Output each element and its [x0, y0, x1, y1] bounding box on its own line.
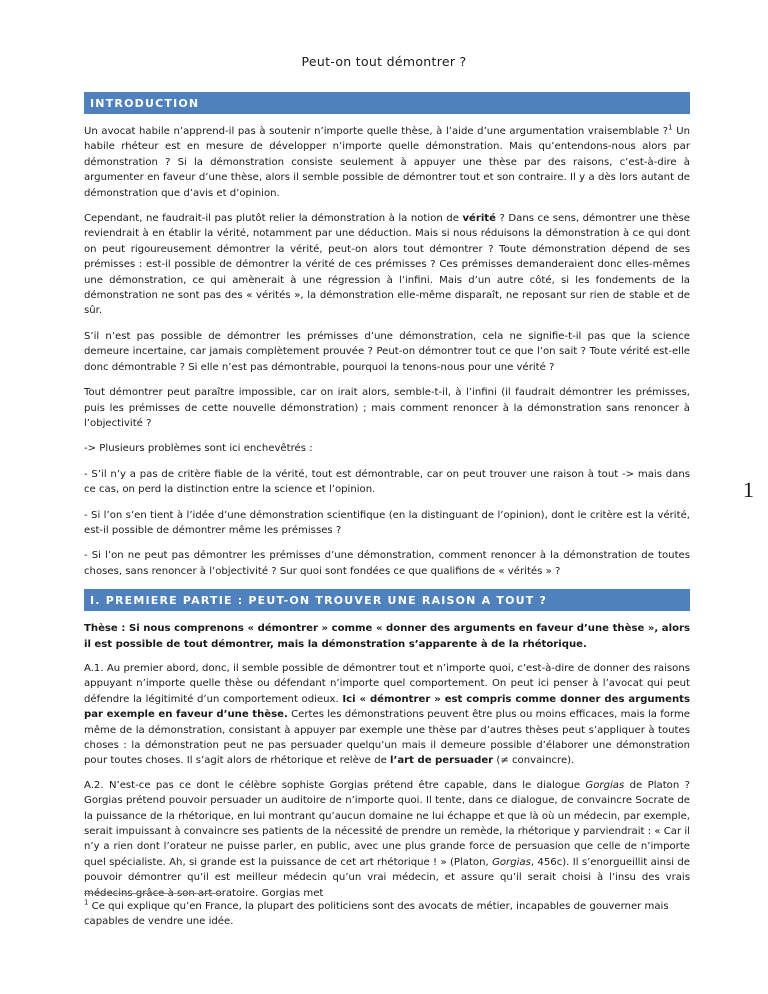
a2-italic-2: Gorgias	[492, 856, 531, 868]
intro-p2-bold: vérité	[462, 213, 496, 225]
intro-paragraph-6: - S’il n’y a pas de critère fiable de la vérité, tout est démontrable, car on peut trouver une raison à tout -> mais dans ce cas, on perd la distinction entre la science et l’opinion.	[84, 468, 690, 496]
part1-paragraph-a1	[84, 661, 690, 769]
footnote-number: 1	[84, 898, 89, 907]
a1-bold: Ici « démontrer » est compris comme donner des arguments par exemple en faveur d’une thèse.	[84, 693, 690, 721]
intro-paragraph-7: - Si l’on s’en tient à l’idée d’une démonstration scientifique (en la distinguant de l’opinion), dont le critère est la vérité, est-il possible de démontrer même les prémisses ?	[84, 509, 690, 536]
a1-text-b: Certes les démonstrations peuvent être plus ou moins efficaces, mais la forme même de la démonstration, consistant à appuyer par exemple une thèse par d’autres thèses peut s’appliquer à toutes choses : la démonstration peut ne pas persuader quelqu’un mais il demeure possible d’élaborer une démonstration pour toutes choses. Il s’agit alors de rhétorique et relève de	[84, 709, 690, 767]
intro-paragraph-4: Tout démontrer peut paraître impossible, car on irait alors, semble-t-il, à l’infini (il faudrait démontrer les prémisses, puis les prémisses de cette nouvelle démonstration) ; mais comment renoncer à la démonstration sans renoncer à l’objectivité ?	[84, 387, 690, 429]
a2-text-b: de Platon ? Gorgias prétend pouvoir persuader un auditoire de n’importe quoi. Il tente, dans ce dialogue, de convaincre Socrate de la puissance de la rhétorique, en lui montrant qu’aucun domaine ne lui échappe et que là où un médecin, par exemple, serait impuissant à convaincre ses patients de la nécessité de prendre un remède, la rhétorique y parviendrait : « Car il n’y a rien dont l’orateur ne puisse parler, en public, avec une plus grande force de persuasion que celle de n’importe quel spécialiste. Ah, si grande est la puissance de cet art rhétorique ! » (Platon,	[84, 779, 690, 868]
a2-text-c: , 456c). Il s’enorgueillit ainsi de pouvoir démontrer qu’il est meilleur médecin qu’un vrai médecin, et assure qu’il serait choisi à l’insu des vrais médecins grâce à son art oratoire. Gorgias met	[84, 856, 690, 899]
section-heading-part-1: I. PREMIERE PARTIE : PEUT-ON TROUVER UNE RAISON A TOUT ?	[84, 589, 690, 611]
intro-p2-text-b: ? Dans ce sens, démontrer une thèse reviendrait à en établir la vérité, notamment par une déduction. Mais si nous réduisons la démonstration à ce qui dont on peut rigoureusement démontrer la vérité, peut-on alors tout démontrer ? Toute démonstration dépend de ses prémisses : est-il possible de démontrer la vérité de ces prémisses ? Ces prémisses demanderaient donc elles-mêmes une démonstration, ce qui amènerait à une régression à l’infini. Mais d’un autre côté, si les fondements de la démonstration ne sont pas des « vérités », la démonstration elle-même disparaît, ne reposant sur rien de stable et de sûr.	[84, 213, 690, 317]
intro-paragraph-5: -> Plusieurs problèmes sont ici enchevêtrés :	[84, 443, 313, 455]
footnote-reference[interactable]: 1	[668, 123, 673, 132]
intro-p2-text-a: Cependant, ne faudrait-il pas plutôt relier la démonstration à la notion de	[84, 213, 463, 225]
page-number: 1	[743, 477, 754, 502]
intro-paragraph-8: - Si l’on ne peut pas démontrer les prémisses d’une démonstration, comment renoncer à la démonstration de toutes choses, sans renoncer à l’objectivité ? Sur quoi sont fondées ce que qualifions de « vérités » ?	[84, 550, 690, 577]
page-title: Peut-on tout démontrer ?	[301, 54, 467, 69]
part1-thesis-text: Thèse : Si nous comprenons « démontrer » comme « donner des arguments en faveur d’une thèse », alors il est possible de tout démontrer, mais la démonstration s’apparente à de la rhétorique.	[84, 623, 690, 650]
intro-p1-text-b: Un habile rhéteur est en mesure de développer n’importe quelle démonstration. Mais qu’entendons-nous alors par démonstration ? Si la démonstration consiste seulement à appuyer une thèse par des raisons, c’est-à-dire à argumenter en faveur d’une thèse, alors il semble possible de démontrer tout et son contraire. Il y a dès lors autant de démonstration que d’avis et d’opinion.	[84, 126, 690, 199]
footnote-divider	[84, 893, 224, 894]
intro-paragraph-2	[84, 211, 690, 319]
footnote	[84, 899, 690, 930]
part1-thesis	[84, 621, 690, 652]
a1-bold-2: l’art de persuader	[390, 755, 494, 767]
a2-text-a: A.2. N’est-ce pas ce dont le célèbre sophiste Gorgias prétend être capable, dans le dialogue	[84, 779, 586, 791]
section-heading-introduction: INTRODUCTION	[84, 92, 690, 114]
intro-paragraph-3: S’il n’est pas possible de démontrer les prémisses d’une démonstration, cela ne signifie-t-il pas que la science demeure incertaine, car jamais complètement prouvée ? Peut-on démontrer tout ce que l’on sait ? Toute vérité est-elle donc démontrable ? Si elle n’est pas démontrable, pourquoi la tenons-nous pour une vérité ?	[84, 330, 690, 373]
part1-paragraph-a2	[84, 778, 690, 901]
document-body	[84, 92, 690, 910]
a1-text-a: A.1. Au premier abord, donc, il semble possible de démontrer tout et n’importe quoi, c’est-à-dire de donner des raisons appuyant n’importe quelle thèse ou défendant n’importe quel comportement. On peut ici penser à l’avocat qui peut défendre la légitimité d’un comportement odieux.	[84, 662, 690, 705]
intro-p1-text-a: Un avocat habile n’apprend-il pas à soutenir n’importe quelle thèse, à l’aide d’une argumentation vraisemblable ?	[84, 126, 669, 137]
a1-text-c: (≠ convaincre).	[493, 755, 575, 767]
intro-paragraph-1	[84, 124, 690, 201]
a2-italic-1: Gorgias	[585, 779, 625, 791]
footnote-text: Ce qui explique qu’en France, la plupart des politiciens sont des avocats de métier, incapables de gouverner mais capables de vendre une idée.	[84, 901, 669, 928]
